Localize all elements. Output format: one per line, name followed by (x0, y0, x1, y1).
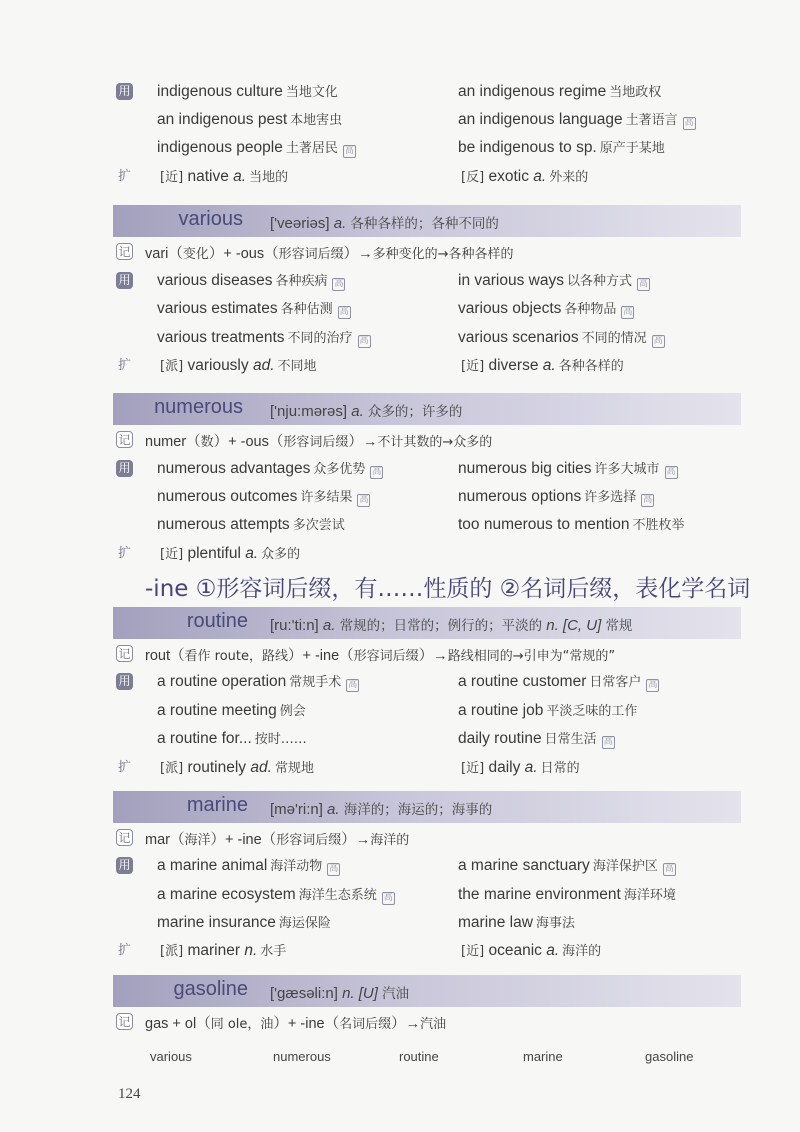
collocation: indigenous culture 当地文化 (157, 83, 338, 100)
collocation: the marine environment 海洋环境 (458, 886, 676, 903)
review-word: various (150, 1049, 192, 1064)
frequency-badge-icon: 高 (638, 279, 648, 289)
entry-header-routine (113, 607, 741, 639)
use-row (0, 852, 800, 880)
phonetic-definition: ['nju:mərəs] a. 众多的；许多的 (270, 403, 463, 420)
use-row (0, 324, 800, 352)
headword: numerous (154, 396, 243, 418)
review-word: marine (523, 1049, 563, 1064)
collocation: an indigenous pest 本地害虫 (157, 111, 343, 128)
use-row (0, 511, 800, 539)
use-row (0, 106, 800, 134)
use-row (0, 725, 800, 753)
related-word: [近] native a. 当地的 (160, 168, 289, 185)
headword: gasoline (173, 978, 248, 1000)
related-word: [反] exotic a. 外来的 (461, 168, 589, 185)
phonetic-definition: [mə'ri:n] a. 海洋的；海运的；海事的 (270, 801, 493, 818)
related-word: [近] diverse a. 各种各样的 (461, 357, 624, 374)
frequency-badge-icon: 高 (372, 467, 382, 477)
etymology: vari（变化）+ -ous（形容词后缀）→多种变化的→各种各样的 (145, 246, 514, 262)
collocation: various estimates 各种估测 高 (157, 300, 349, 317)
review-word: routine (399, 1049, 439, 1064)
use-row (0, 267, 800, 295)
collocation: a routine for... 按时…… (157, 730, 307, 747)
collocation: be indigenous to sp. 原产于某地 (458, 139, 665, 156)
frequency-badge-icon: 高 (623, 307, 633, 317)
related-word: [近] plentiful a. 众多的 (160, 545, 301, 562)
use-row (0, 455, 800, 483)
entry-header-marine (113, 791, 741, 823)
use-row (0, 134, 800, 162)
phonetic-definition: ['veəriəs] a. 各种各样的；各种不同的 (270, 215, 499, 232)
frequency-badge-icon: 高 (664, 864, 674, 874)
headword: various (178, 208, 243, 230)
collocation: a marine sanctuary 海洋保护区 高 (458, 857, 674, 874)
review-word: gasoline (645, 1049, 694, 1064)
collocation: various treatments 不同的治疗 高 (157, 329, 369, 346)
entry-header-various (113, 205, 741, 237)
collocation: marine insurance 海运保险 (157, 914, 331, 931)
use-icon: 用 (116, 272, 133, 289)
collocation: numerous options 许多选择 高 (458, 488, 653, 505)
memo-row (0, 426, 800, 454)
etymology: gas + ol（同 ole，油）+ -ine（名词后缀）→汽油 (145, 1016, 447, 1032)
expand-icon: 扩 (117, 760, 131, 775)
expand-icon: 扩 (117, 943, 131, 958)
related-word: [近] daily a. 日常的 (461, 759, 580, 776)
collocation: numerous attempts 多次尝试 (157, 516, 345, 533)
review-word: numerous (273, 1049, 331, 1064)
frequency-badge-icon: 高 (653, 336, 663, 346)
etymology: mar（海洋）+ -ine（形容词后缀）→海洋的 (145, 832, 410, 848)
etymology: numer（数）+ -ous（形容词后缀）→不计其数的→众多的 (145, 434, 493, 450)
expand-row (0, 352, 800, 380)
collocation: numerous outcomes 许多结果 高 (157, 488, 369, 505)
etymology: rout（看作 route，路线）+ -ine（形容词后缀）→路线相同的→引申为“常规的” (145, 648, 616, 664)
use-row (0, 697, 800, 725)
phonetic-definition: [ru:'ti:n] a. 常规的；日常的；例行的；平淡的 n. [C, U] 常规 (270, 617, 633, 634)
collocation: various diseases 各种疾病 高 (157, 272, 344, 289)
collocation: a routine operation 常规手术 高 (157, 673, 358, 690)
memo-icon: 记 (116, 1013, 133, 1030)
use-row (0, 881, 800, 909)
collocation: a marine animal 海洋动物 高 (157, 857, 339, 874)
expand-icon: 扩 (117, 169, 131, 184)
use-icon: 用 (116, 83, 133, 100)
use-icon: 用 (116, 460, 133, 477)
entry-header-numerous (113, 393, 741, 425)
phonetic-definition: ['gæsəli:n] n. [U] 汽油 (270, 985, 410, 1002)
collocation: an indigenous language 土著语言 高 (458, 111, 694, 128)
frequency-badge-icon: 高 (329, 864, 339, 874)
frequency-badge-icon: 高 (603, 737, 613, 747)
frequency-badge-icon: 高 (648, 680, 658, 690)
frequency-badge-icon: 高 (334, 279, 344, 289)
page-number: 124 (118, 1086, 141, 1102)
frequency-badge-icon: 高 (643, 495, 653, 505)
frequency-badge-icon: 高 (359, 495, 369, 505)
memo-icon: 记 (116, 431, 133, 448)
frequency-badge-icon: 高 (344, 146, 354, 156)
use-icon: 用 (116, 857, 133, 874)
use-row (0, 909, 800, 937)
related-word: [派] routinely ad. 常规地 (160, 759, 314, 776)
frequency-badge-icon: 高 (348, 680, 358, 690)
entry-header-gasoline (113, 975, 741, 1007)
memo-row (0, 824, 800, 852)
frequency-badge-icon: 高 (684, 118, 694, 128)
collocation: numerous big cities 许多大城市 高 (458, 460, 676, 477)
use-row (0, 483, 800, 511)
collocation: a marine ecosystem 海洋生态系统 高 (157, 886, 393, 903)
expand-row (0, 754, 800, 782)
collocation: a routine meeting 例会 (157, 702, 306, 719)
collocation: indigenous people 土著居民 高 (157, 139, 354, 156)
use-row (0, 668, 800, 696)
collocation: marine law 海事法 (458, 914, 575, 931)
related-word: [派] variously ad. 不同地 (160, 357, 317, 374)
expand-icon: 扩 (117, 358, 131, 373)
frequency-badge-icon: 高 (359, 336, 369, 346)
collocation: daily routine 日常生活 高 (458, 730, 613, 747)
use-row (0, 295, 800, 323)
frequency-badge-icon: 高 (339, 307, 349, 317)
memo-icon: 记 (116, 243, 133, 260)
memo-icon: 记 (116, 829, 133, 846)
collocation: in various ways 以各种方式 高 (458, 272, 648, 289)
memo-row (0, 238, 800, 266)
related-word: [派] mariner n. 水手 (160, 942, 287, 959)
expand-row (0, 163, 800, 191)
collocation: numerous advantages 众多优势 高 (157, 460, 382, 477)
memo-icon: 记 (116, 645, 133, 662)
memo-row (0, 1008, 800, 1036)
headword: marine (186, 794, 248, 816)
use-row (0, 78, 800, 106)
related-word: [近] oceanic a. 海洋的 (461, 942, 602, 959)
expand-icon: 扩 (117, 546, 131, 561)
frequency-badge-icon: 高 (383, 893, 393, 903)
collocation: a routine job 平淡乏味的工作 (458, 702, 638, 719)
collocation: various scenarios 不同的情况 高 (458, 329, 663, 346)
memo-row (0, 640, 800, 668)
collocation: a routine customer 日常客户 高 (458, 673, 658, 690)
expand-row (0, 937, 800, 965)
collocation: an indigenous regime 当地政权 (458, 83, 662, 100)
headword: routine (186, 610, 248, 632)
collocation: various objects 各种物品 高 (458, 300, 633, 317)
use-icon: 用 (116, 673, 133, 690)
collocation: too numerous to mention 不胜枚举 (458, 516, 685, 533)
expand-row (0, 540, 800, 568)
suffix-heading: -ine ①形容词后缀，有……性质的 ②名词后缀，表化学名词 (145, 576, 751, 602)
frequency-badge-icon: 高 (666, 467, 676, 477)
